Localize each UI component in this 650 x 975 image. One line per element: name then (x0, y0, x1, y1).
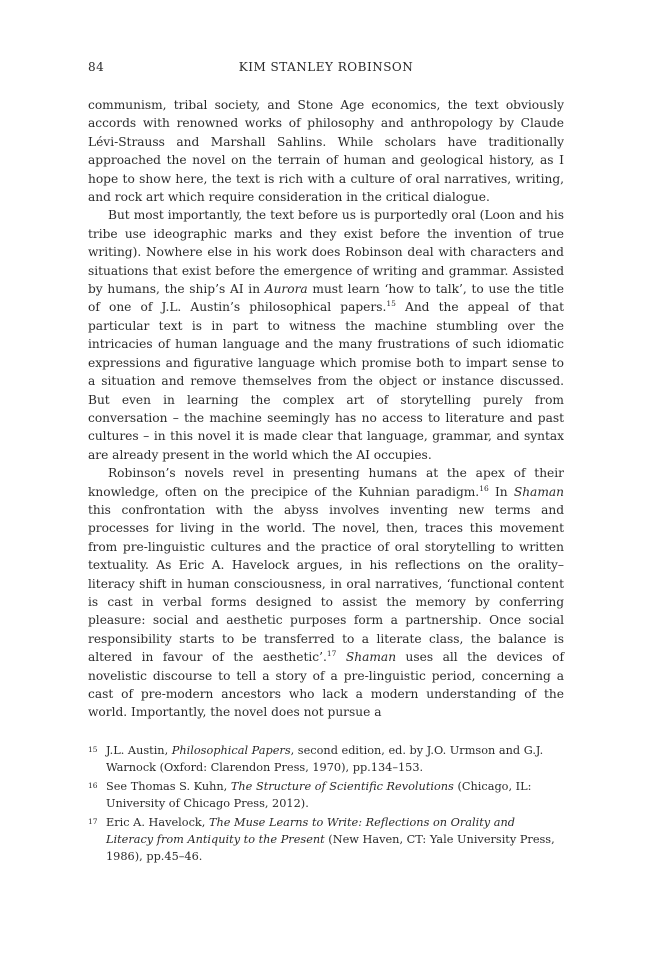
paragraph-3 (88, 464, 564, 722)
italic-title: Shaman (513, 484, 564, 499)
text-run: But most importantly, the text before us is purportedly oral (Loon and his tribe use ideographic marks and they exist before the invention of true writing). Nowhere else in his work does Robinson deal with characters and situations that exist before the emergence of writing and grammar. Assisted by humans, the ship’s AI in (88, 208, 564, 297)
italic-title: Shaman (345, 650, 397, 665)
footnote-17 (88, 814, 564, 865)
text-run: (Chicago, IL: University of Chicago Press, 2012). (106, 779, 532, 810)
footnote-number: 16 (88, 780, 98, 790)
footnote-text (106, 744, 543, 774)
book-page (88, 60, 564, 867)
italic-title: The Structure of Scientific Revolutions (230, 779, 454, 793)
text-run: this confrontation with the abyss involves inventing new terms and processes for living in the world. The novel, then, traces this movement from pre-linguistic cultures and the practice of oral storytelling to written textuality. As Eric A. Havelock argues, in his reflections on the orality–literacy shift in human consciousness, in oral narratives, ‘functional content is cast in verbal forms designed to assist the memory by conferring pleasure: social and aesthetic purposes form a partnership. Once social responsibility starts to be transferred to a literate class, the balance is altered in favour of the aesthetic’. (88, 502, 564, 665)
footnotes (88, 742, 564, 865)
footnote-ref: 16 (479, 483, 489, 493)
text-run: uses all the devices of novelistic discourse to tell a story of a pre-linguistic period, concerning a cast of pre-modern ancestors who lack a modern understanding of the world. Importantly, the novel does not pursue a (88, 650, 565, 720)
running-title: KIM STANLEY ROBINSON (238, 60, 414, 74)
page-number: 84 (88, 60, 105, 74)
italic-title: The Muse Learns to Write: Reflections on Orality and Literacy from Antiquity to the Present (106, 815, 516, 846)
body-text (88, 96, 564, 722)
text-run (336, 650, 346, 664)
text-run: (New Haven, CT: Yale University Press, 1986), pp.45–46. (106, 832, 555, 863)
italic-title: Philosophical Papers (171, 743, 291, 757)
text-run: communism, tribal society, and Stone Age economics, the text obviously accords with renowned works of philosophy and anthropology by Claude Lévi-Strauss and Marshall Sahlins. While scholars have traditionally approached the novel on the terrain of human and geological history, as I hope to show here, the text is rich with a culture of oral narratives, writing, and rock art which require consideration in the critical dialogue. (88, 98, 564, 205)
paragraph-1 (88, 96, 564, 206)
footnote-16 (88, 778, 564, 812)
footnote-text (106, 816, 555, 863)
footnote-15 (88, 742, 564, 776)
footnote-number: 15 (88, 744, 98, 754)
text-run: , second edition, ed. by J.O. Urmson and G.J. Warnock (Oxford: Clarendon Press, 1970), pp.134–153. (106, 743, 544, 774)
text-run: must learn ‘how to talk’, to use the title of one of J.L. Austin’s philosophical papers. (88, 282, 564, 315)
footnote-text (106, 780, 531, 810)
text-run: In (488, 484, 514, 499)
paragraph-2 (88, 206, 564, 464)
text-run: J.L. Austin, (106, 743, 172, 757)
footnote-ref: 17 (326, 649, 337, 659)
text-run: Eric A. Havelock, (106, 815, 209, 829)
text-run: And the appeal of that particular text is in part to witness the machine stumbling over the intricacies of human language and the many frustrations of such idiomatic expressions and figurative language which promise both to impart sense to a situation and remove themselves from the object or instance discussed. But even in learning the complex art of storytelling purely from conversation – the machine seemingly has no access to literature and past cultures – in this novel it is made clear that language, grammar, and syntax are already present in the world which the AI occupies. (88, 300, 564, 462)
footnote-number: 17 (88, 816, 98, 826)
italic-title: Aurora (264, 282, 308, 297)
footnote-ref: 15 (386, 299, 396, 309)
text-run: Robinson’s novels revel in presenting humans at the apex of their knowledge, often on the precipice of the Kuhnian paradigm. (88, 466, 564, 499)
running-head (88, 60, 564, 82)
text-run: See Thomas S. Kuhn, (106, 779, 231, 793)
